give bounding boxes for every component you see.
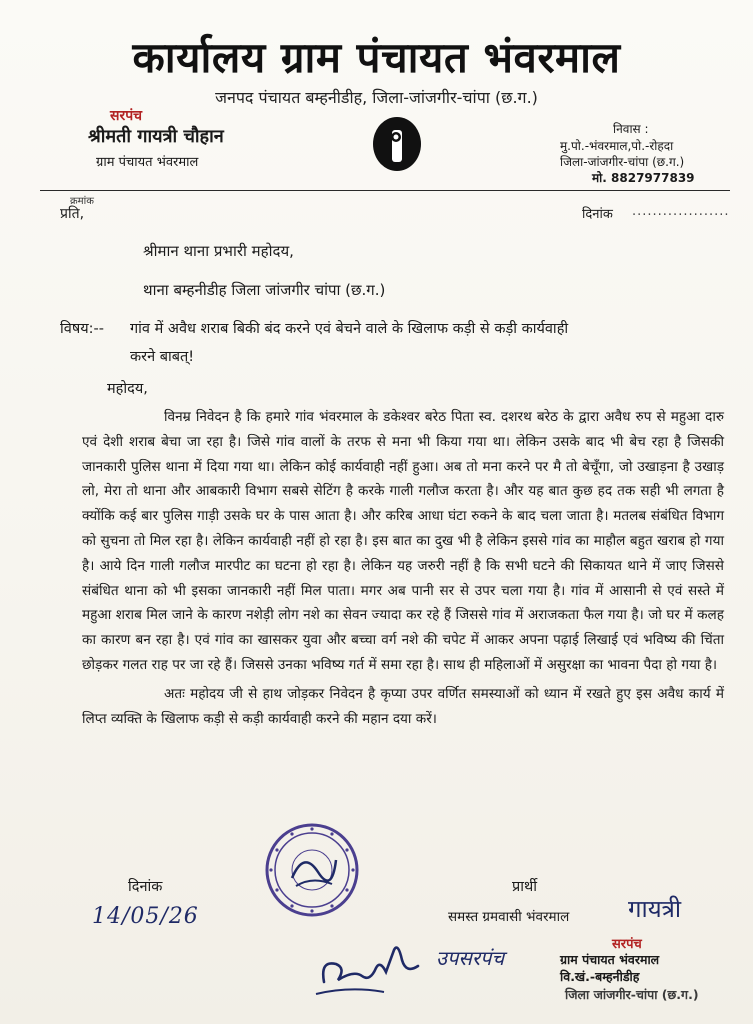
body-paragraph-1: विनम्र निवेदन है कि हमारे गांव भंवरमाल के डकेश्वर बरेठ पिता स्व. दशरथ बरेठ के द्वारा अवैध रुप से महुआ दारु एवं देशी शराब बेचा जा रहा है। जिसे गांव वालों के तरफ से मना भी किया गया था। लेकिन उसके बाद भी बेच रहा है जिसकी जानकारी पुलिस थाना में दिया गया था। लेकिन कोई कार्यवाही नहीं हुआ। अब तो मना करने पर मै तो बेचूँगा, जो उखाड़ना है उखाड़ लो, मेरा तो थाना और आबकारी विभाग सबसे सेटिंग है करके गाली गलौज करता है। और यह बात कुछ हद तक सही भी लगता है क्योंकि कई बार पुलिस गाड़ी उसके घर के पास आता है। और करिब आधा घंटा रुकने के बाद चला जाता है। मतलब संबंधित विभाग को सुचना तो मिल रहा है। लेकिन कार्यवाही नहीं हो रहा है। इस बात का दुख भी है लेकिन इससे गांव का माहौल बहुत खराब हो गया है। आये दिन गाली गलौज मारपीट का घटना हो रहा है। लेकिन यह जरुरी नहीं है कि सभी घटने की सिकायत थाने में जाए जिससे संबंधित थाना को भी इसका जानकारी नहीं मिल पाता। मगर अब पानी सर से उपर चला गया है। गांव में आसानी से एवं सस्ते में महुआ शराब मिल जाने के कारण नशेड़ी लोग नशे का सेवन ज्यादा कर रहे हैं जिससे गांव में अराजकता फैल गया है। जो घर में कलह का कारण बन रहा है। एवं गांव का खासकर युवा और बच्चा वर्ग नशे की चपेट में आकर अपना पढ़ाई लिखाई एवं भविष्य की चिंता छोड़कर गलत राह पर जा रहे हैं। जिससे उनका भविष्य गर्त में समा रहा है। साथ ही महिलाओं में असुरक्षा का भावना पैदा हो गया है। bbox=[82, 409, 724, 673]
prati-label: प्रति, bbox=[60, 206, 85, 222]
addressee-line-2: थाना बम्हनीडीह जिला जांजगीर चांपा (छ.ग.) bbox=[143, 281, 386, 299]
subject-label: विषय:-- bbox=[60, 321, 104, 337]
residence-line-1: मु.पो.-भंवरमाल,पो.-रोहदा bbox=[560, 139, 674, 153]
villagers-line: समस्त ग्रमवासी भंवरमाल bbox=[448, 909, 570, 925]
office-title: कार्यालय ग्राम पंचायत भंवरमाल bbox=[132, 33, 621, 82]
date-label-top: दिनांक bbox=[582, 207, 613, 222]
letter-body bbox=[82, 405, 724, 731]
date-label-bottom: दिनांक bbox=[128, 879, 163, 895]
sarpanch-tag: सरपंच bbox=[110, 108, 143, 124]
subject-line-1: गांव में अवैध शराब बिकी बंद करने एवं बेचने वाले के खिलाफ कड़ी से कड़ी कार्यवाही bbox=[130, 321, 569, 337]
stamp-sarpanch-title: सरपंच bbox=[612, 937, 642, 952]
sarpanch-signature: गायत्री bbox=[628, 895, 682, 923]
sarpanch-name: श्रीमती गायत्री चौहान bbox=[88, 126, 224, 147]
sarpanch-address: ग्राम पंचायत भंवरमाल bbox=[96, 155, 199, 170]
round-seal-stamp bbox=[262, 820, 362, 920]
residence-line-2: जिला-जांजगीर-चांपा (छ.ग.) bbox=[560, 155, 685, 169]
handwritten-signature bbox=[310, 920, 430, 1000]
stamp-line-3: जिला जांजगीर-चांपा (छ.ग.) bbox=[565, 987, 699, 1002]
upsarpanch-signature: उपसरपंच bbox=[436, 946, 505, 970]
mobile-number: मो. 8827977839 bbox=[592, 171, 695, 185]
kramank-label: क्रमांक bbox=[70, 196, 94, 207]
applicant-label: प्रार्थी bbox=[512, 879, 538, 895]
panchayat-emblem-icon bbox=[372, 116, 422, 172]
body-paragraph-2: अतः महोदय जी से हाथ जोड़कर निवेदन है कृप्या उपर वर्णित समस्याओं को ध्यान में रखते हुए इस अवैध कार्य में लिप्त व्यक्ति के खिलाफ कड़ी से कड़ी कार्यवाही करने की महान दया करें। bbox=[82, 685, 724, 727]
subject-line-2: करने बाबत्! bbox=[130, 349, 195, 365]
stamp-line-2: वि.खं.-बम्हनीडीह bbox=[560, 969, 640, 984]
handwritten-date: 14/05/26 bbox=[92, 904, 199, 929]
date-blank: ................... bbox=[632, 204, 730, 219]
header-divider bbox=[40, 190, 730, 191]
stamp-line-1: ग्राम पंचायत भंवरमाल bbox=[560, 952, 660, 967]
residence-label: निवास : bbox=[613, 122, 649, 136]
office-subtitle: जनपद पंचायत बम्हनीडीह, जिला-जांजगीर-चांपा (छ.ग.) bbox=[215, 88, 538, 107]
addressee-line-1: श्रीमान थाना प्रभारी महोदय, bbox=[143, 242, 294, 260]
salutation: महोदय, bbox=[107, 381, 148, 397]
